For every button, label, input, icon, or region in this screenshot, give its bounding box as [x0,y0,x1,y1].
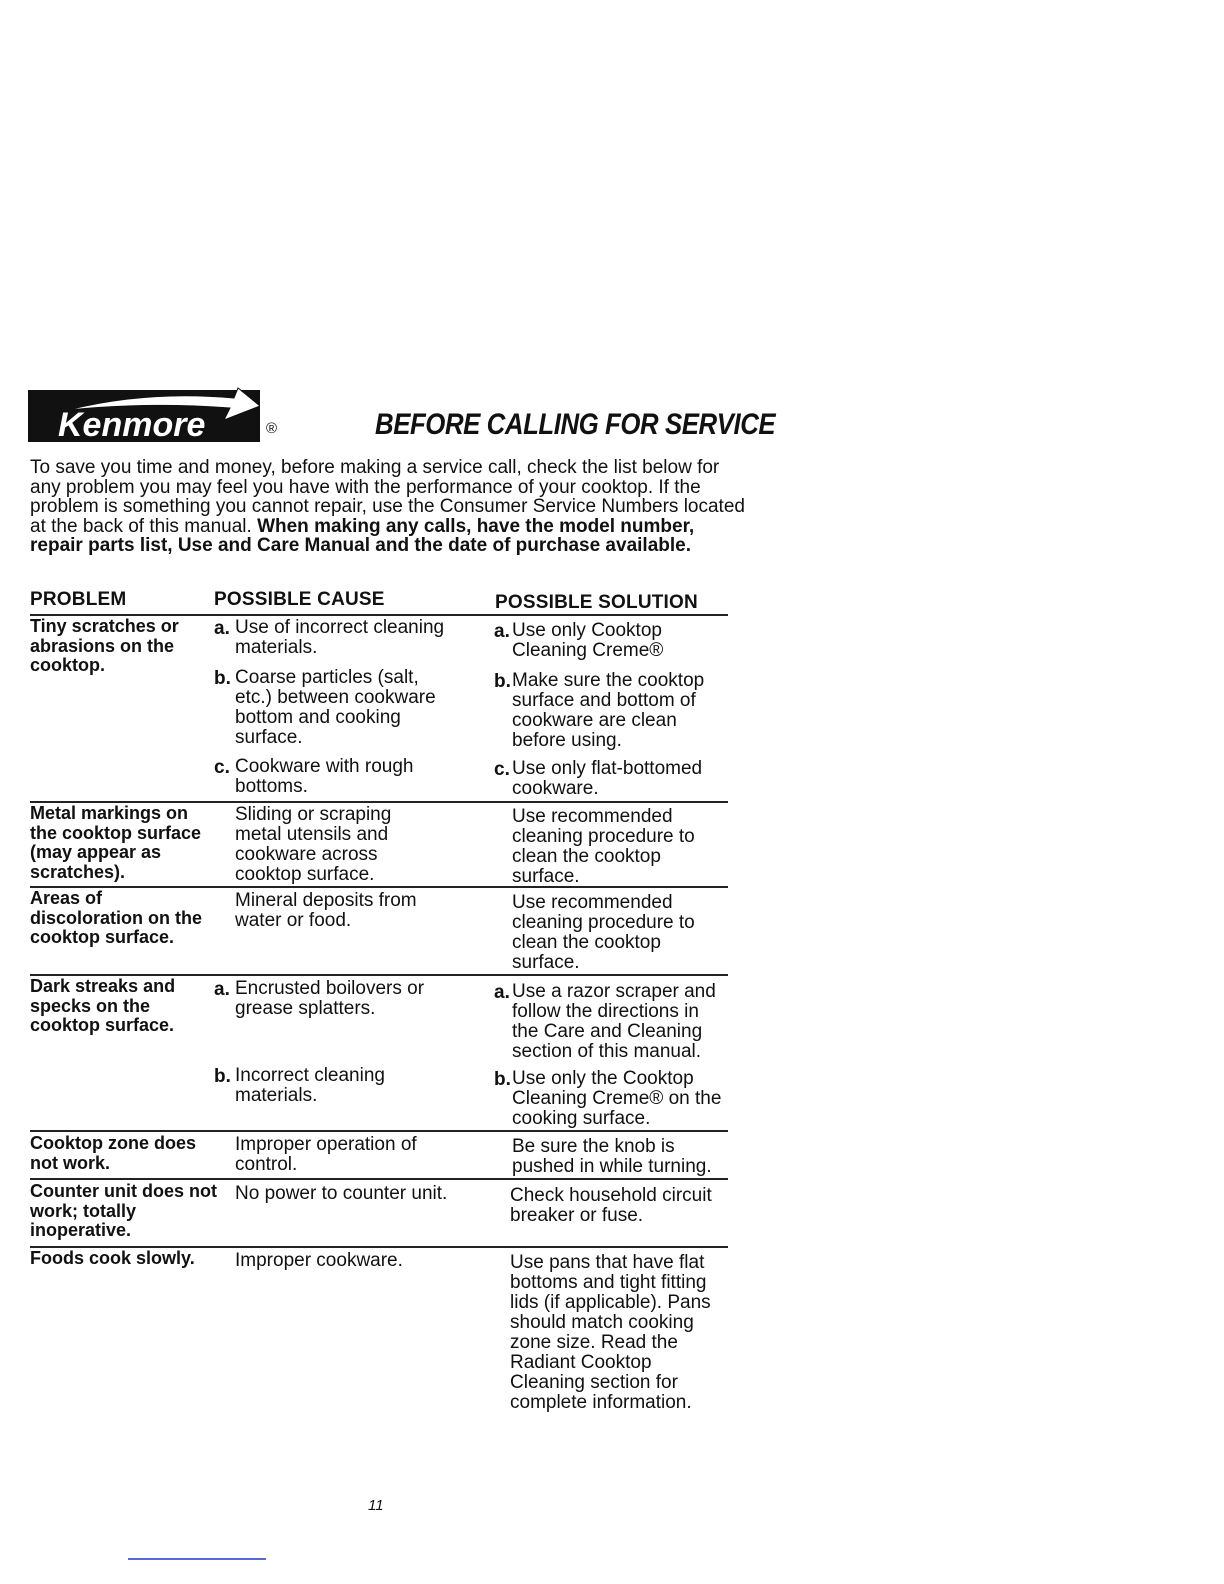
cause-text: Use of incorrect cleaning materials. [235,617,445,658]
cause-text: Encrusted boilovers or grease splatters. [235,978,425,1019]
solution-text: Use recommended cleaning procedure to clean the cooktop surface. [512,806,695,887]
header-solution: POSSIBLE SOLUTION [495,592,698,613]
intro-bold-text: When making any calls, have the model number, repair parts list, Use and Care Manual and the date of purchase available. [30,515,695,556]
problem-dark-streaks: Dark streaks and specks on the cooktop surface. [30,976,176,1035]
header-cause: POSSIBLE CAUSE [214,589,385,610]
cause-text: Improper cookware. [235,1250,403,1271]
solution-text: Check household circuit breaker or fuse. [510,1185,712,1226]
solution-text: Use recommended cleaning procedure to clean the cooktop surface. [512,892,695,973]
solution-text: Use only the Cooktop Cleaning Creme® on the cooking surface. [512,1068,722,1129]
header-problem: PROBLEM [30,589,127,610]
footer-line [128,1558,266,1560]
solution-letter: b. [494,671,511,692]
intro-plain-text: To save you time and money, before making a service call, check the list below for any problem you may feel you have with the performance of your cooktop. If the problem is something you cannot repair, use the Consumer Service Numbers located at the back of this manual. [30,457,745,537]
cause-letter: b. [214,668,231,689]
solution-letter: c. [494,759,510,780]
cause-text: Mineral deposits from water or food. [235,890,417,931]
solution-text: Use a razor scraper and follow the directions in the Care and Cleaning section of this manual. [512,981,716,1062]
problem-discoloration: Areas of discoloration on the cooktop surface. [30,888,203,947]
problem-counter-unit: Counter unit does not work; totally inoperative. [30,1181,217,1240]
intro-paragraph [30,458,750,556]
problem-tiny-scratches: Tiny scratches or abrasions on the cooktop. [30,616,179,675]
page-number: 11 [368,1497,384,1514]
row-divider [30,1130,728,1132]
problem-cooktop-zone: Cooktop zone does not work. [30,1133,196,1173]
cause-letter: b. [214,1066,231,1087]
solution-text: Use pans that have flat bottoms and tight fitting lids (if applicable). Pans should match cooking zone size. Read the Radiant Cooktop Cleaning section for complete information. [510,1252,711,1413]
cause-text: No power to counter unit. [235,1183,448,1204]
solution-text: Be sure the knob is pushed in while turning. [512,1136,712,1177]
cause-letter: a. [214,979,230,1000]
solution-letter: a. [494,621,510,642]
cause-letter: c. [214,757,230,778]
cause-text: Incorrect cleaning materials. [235,1065,385,1106]
problem-foods-cook-slowly: Foods cook slowly. [30,1248,195,1268]
solution-letter: a. [494,982,510,1003]
kenmore-logo [28,384,260,442]
solution-text: Use only Cooktop Cleaning Creme® [512,620,664,661]
row-divider [30,886,728,888]
cause-text: Coarse particles (salt, etc.) between cookware bottom and cooking surface. [235,667,436,748]
solution-letter: b. [494,1069,511,1090]
solution-text: Make sure the cooktop surface and bottom of cookware are clean before using. [512,670,705,751]
kenmore-logo-text: Kenmore [58,406,206,442]
cause-text: Sliding or scraping metal utensils and cookware across cooktop surface. [235,804,392,885]
page-title: BEFORE CALLING FOR SERVICE [375,408,776,441]
problem-metal-markings: Metal markings on the cooktop surface (may appear as scratches). [30,803,202,882]
cause-text: Cookware with rough bottoms. [235,756,414,797]
cause-letter: a. [214,618,230,639]
solution-text: Use only flat-bottomed cookware. [512,758,703,799]
registered-mark: ® [266,420,278,437]
row-divider [30,1178,728,1180]
cause-text: Improper operation of control. [235,1134,417,1175]
